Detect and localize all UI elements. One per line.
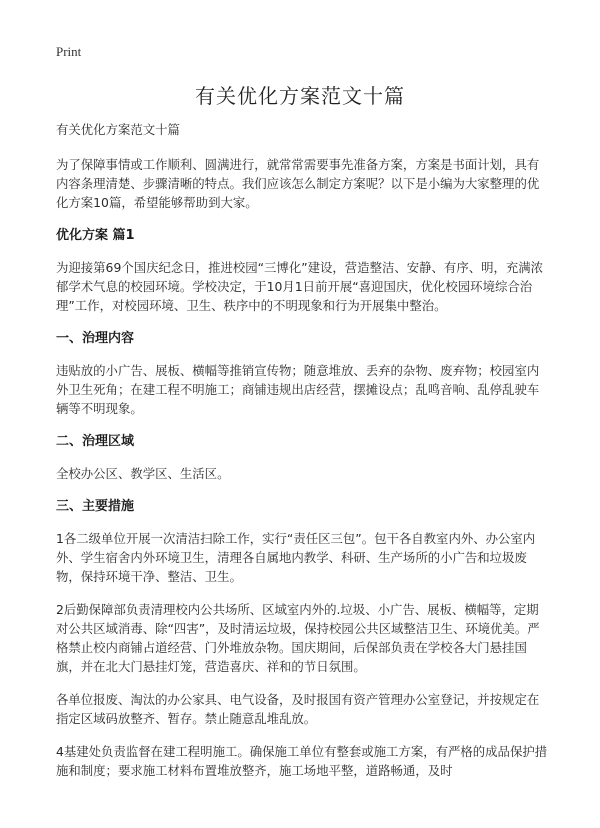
paragraph-content: 违贴放的小广告、展板、横幅等推销宣传物；随意堆放、丢弃的杂物、废弃物；校园室内外卫生死角；在建工程不明施工；商铺违规出店经营，摆摊设点；乱鸣音响、乱停乱驶车辆等不明现象。 [56,363,540,416]
article-body [56,120,548,794]
intro-paragraph: 为了保障事情或工作顺利、圆满进行，就常常需要事先准备方案，方案是书面计划，具有内容条理清楚、步骤清晰的特点。我们应该怎么制定方案呢？以下是小编为大家整理的优化方案10篇，希望能够帮助到大家。 [56,157,540,210]
paragraph-measure-2: 2后勤保障部负责清理校内公共场所、区域室内外的.垃圾、小广告、展板、横幅等，定期对公共区域消毒、除“四害”，及时清运垃圾，保持校园公共区域整洁卫生、环境优美。严格禁止校内商铺占道经营、门外堆放杂物。国庆期间，后保部负责在学校各大门悬挂国旗，并在北大门悬挂灯笼，营造喜庆、祥和的节日氛围。 [56,602,540,674]
subtitle: 有关优化方案范文十篇 [56,122,180,137]
page-title: 有关优化方案范文十篇 [195,84,405,108]
print-link[interactable]: Print [56,44,82,59]
paragraph-measure-3: 各单位报废、淘汰的办公家具、电气设备，及时报国有资产管理办公室登记，并按规定在指定区域码放整齐、暂存。禁止随意乱堆乱放。 [56,692,540,726]
heading-area: 二、治理区域 [56,434,135,449]
section-paragraph: 为迎接第69个国庆纪念日，推进校园“三博化”建设，营造整洁、安静、有序、明，充满浓郁学术气息的校园环境。学校决定，于10月1日前开展“喜迎国庆，优化校园环境综合治理”工作，对校园环境、卫生、秩序中的不明现象和行为开展集中整治。 [56,260,544,313]
section-heading: 优化方案 篇1 [56,228,135,243]
paragraph-area: 全校办公区、教学区、生活区。 [56,466,230,481]
heading-measures: 三、主要措施 [56,499,135,514]
paragraph-measure-1: 1各二级单位开展一次清洁扫除工作，实行“责任区三包”。包干各自教室内外、办公室内外、学生宿舍内外环境卫生，清理各自属地内教学、科研、生产场所的小广告和垃圾废物，保持环境干净、整洁、卫生。 [56,531,536,584]
heading-content: 一、治理内容 [56,331,135,346]
paragraph-measure-4: 4基建处负责监督在建工程明施工。确保施工单位有整套或施工方案，有严格的成品保护措施和制度；要求施工材料布置堆放整齐，施工场地平整，道路畅通，及时 [56,744,548,778]
